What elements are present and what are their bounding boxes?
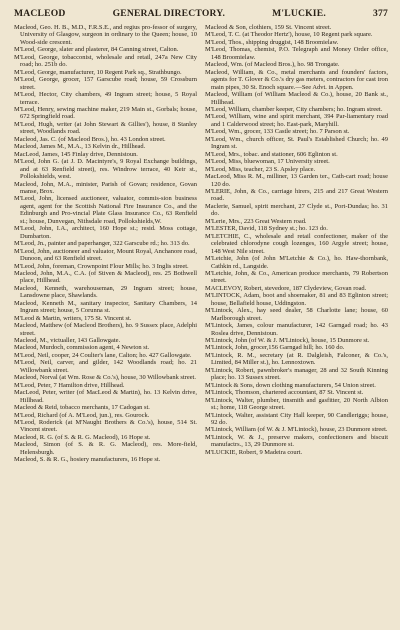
directory-entry: M'Leod, William, chamber keeper, City chambers; ho. Ingram street. <box>205 105 383 113</box>
directory-entry: Macleod, Kenneth M., sanitary inspector, Sanitary Chambers, 14 Ingram street; house, 5 Corunna st. <box>14 299 197 315</box>
directory-entry: M'Leod & Martin, writers, 175 St. Vincent st. <box>14 314 132 322</box>
directory-entry: Macleod, S. & R. G., hosiery manufacturers, 16 Hope st. <box>14 456 161 464</box>
directory-entry: M'Leod, Richard (of A. M'Leod, jun.), res. Gourock. <box>14 411 150 419</box>
directory-entry: M'Lintock, Robert, pawnbroker's manager, 28 and 32 South Kinning place; ho. 13 Sussex street. <box>205 366 388 382</box>
directory-entry: Macleod, Kenneth, warehouseman, 29 Ingram street; house, Lansdowne place, Shawlands. <box>14 284 197 300</box>
directory-entry: M'Leod, Thos., shipping druggist, 148 Broomielaw. <box>205 38 339 46</box>
directory-entry: M'Leod, Wm., church officer, St. Paul's Established Church; ho. 49 Ingram st. <box>205 135 388 151</box>
page-header <box>14 8 388 19</box>
directory-entry: M'Leod, Miss, teacher, 23 S. Apsley place. <box>205 165 316 173</box>
left-column <box>14 24 197 464</box>
directory-entry: Macleod, Wm. (of Macleod Bros.), ho. 98 Trongate. <box>205 61 340 69</box>
directory-entry: Macleod, M., victualler, 143 Gallowgate. <box>14 337 121 345</box>
directory-entry: Macleod, Jas. C. (of Macleod Bros.), ho. 43 London street. <box>14 135 166 143</box>
directory-entry: M'Leod, Peter, 7 Hamilton drive, Hillhead. <box>14 381 125 389</box>
directory-entry: M'Leod, John, auctioneer and valuator, Mount Royal, Anchanore road, Dunoon, and 63 Renfield street. <box>14 247 197 263</box>
directory-entry: Macleod, Simon (of S. & R. G. Macleod), res. More-field, Helensburgh. <box>14 441 197 456</box>
directory-entry: Macleod, James M., M.A., 13 Kelvin dr., Hillhead. <box>14 143 146 151</box>
directory-entry: Macleod, Geo. H. B., M.D., F.R.S.E., and regius pro-fessor of surgery, University of Glasgow, surgeon in ordinary to the Queen; house, 10 Wood-side crescent. <box>14 24 197 46</box>
right-column <box>205 24 388 464</box>
directory-entry: M'Leod, George, tobacconist, wholesale and retail, 247a New City road; ho. 251b do. <box>14 53 197 69</box>
directory-entry: Maclerie, Samuel, spirit merchant, 27 Clyde st., Port-Dundas; ho. 31 do. <box>205 202 388 218</box>
directory-entry: M'Leod, Neil, carver, and gilder, 142 Woodlands road; ho. 21 Willowbank street. <box>14 359 197 374</box>
directory-entry: Macleod, William (of William Macleod & Co.), house, 20 Bank st., Hillhead. <box>205 91 388 106</box>
directory-entry: M'Lintock, Walter, plumber, tinsmith and gasfitter, 20 North Albion st.; home, 118 George street. <box>205 396 388 412</box>
directory-entry: M'Lintock, John (of W. & J. M'Lintock), house, 15 Dunmore st. <box>205 337 370 345</box>
directory-entry: Macleod, Matthew (of Macleod Brothers), ho. 9 Sussex place, Adelphi street. <box>14 322 197 337</box>
directory-entry: M'Leod, John G. (at J. D. Macintyre's, 9 Royal Exchange buildings, and at 63 Renfield street), res. Windrow terrace, 40 Keir st., Pollokshields, west. <box>14 158 197 181</box>
directory-entry: M'Lintock, Thomson, chartered accountant, 87 St. Vincent st. <box>205 389 364 397</box>
directory-entry: M'Leod, John, foreman, Crownpoint Flour Mills; ho. 3 Inglis street. <box>14 262 189 270</box>
directory-entry: M'Lintock, R. M., secretary (at R. Dalgleish, Falconer, & Co.'s, Limited, 84 Miller st.), ho. Lennoxtown. <box>205 351 388 367</box>
directory-entry: M'Leod, George, grocer, 157 Garscube road; house, 59 Crossburn street. <box>14 76 197 91</box>
directory-entry: MACLEVOY, Robert, stevedore, 187 Clydeview, Govan road. <box>205 284 367 292</box>
directory-entry: M'Leod, Henry, sewing machine maker, 219 Main st., Gorbals; house, 672 Springfield road. <box>14 105 197 121</box>
directory-entry: M'Lintock, John, grocer,156 Garngad hill; ho. 160 do. <box>205 344 345 352</box>
directory-entry: M'Leod, John, I.A., architect, 160 Hope st.; resid. Moss cottage, Dumbarton. <box>14 225 197 240</box>
directory-entry: M'Lintock, William (of W. & J. M'Lintock), house, 23 Dunmore street. <box>205 426 388 434</box>
directory-entry: Macleod, R. G. (of S. & R. G. Macleod), 16 Hope st. <box>14 433 151 441</box>
directory-entry: M'Leod, Neil, cooper, 24 Coulter's lane, Calton; ho. 427 Gallowgate. <box>14 351 192 359</box>
directory-entry: M'Leod, T. C. (at Theodor Hertz'), house, 10 Regent park square. <box>205 31 373 39</box>
directory-entry: M'Letchie, John (of John M'Letchie & Co.), ho. Haw-thornbank, Cathkin rd., Langside. <box>205 255 388 270</box>
directory-entry: M'Lintock, Alex., hay seed dealer, 58 Charlotte lane; house, 60 Marlborough street. <box>205 307 388 322</box>
directory-entry: M'LINTOCK, Adam, boot and shoemaker, 81 and 83 Eglinton street; house, Bellafield house, Uddingston. <box>205 292 388 307</box>
columns <box>14 24 388 464</box>
header-title: GENERAL DIRECTORY. <box>112 8 226 19</box>
directory-entry: M'Lintock & Sons, down clothing manufacturers, 54 Union street. <box>205 381 376 389</box>
directory-entry: M'Leod, Mrs., tobac. and stationer, 606 Eglinton st. <box>205 150 338 158</box>
directory-entry: M'Lerie, Mrs., 223 Great Western road. <box>205 217 307 225</box>
directory-entry: Macleod & Reid, tobacco merchants, 17 Cadogan st. <box>14 404 150 412</box>
directory-entry: M'Lintock, W. & J., preserve makers, confectioners and biscuit manufactrs., 13, 29 Dunmore st. <box>205 433 388 449</box>
directory-entry: M'Leod, Hector, City chambers, 49 Ingram street; house, 5 Royal terrace. <box>14 91 197 106</box>
directory-entry: M'Letchie, John, & Co., American produce merchants, 79 Robertson street. <box>205 269 388 285</box>
directory-entry: Macleod, Murdoch, commission agent, 4 Newton st. <box>14 344 150 352</box>
directory-entry: M'LETCHIE, C., wholesale and retail confectioner, maker of the celebrated chlorodyne cough lozenges, 160 Argyle street; house, 148 West Nile street. <box>205 232 388 255</box>
directory-entry: M'Leod, George, slater and plasterer, 84 Canning street, Calton. <box>14 46 179 54</box>
directory-entry: M'LESTER, David, 118 Sydney st.; ho. 123 do. <box>205 225 328 233</box>
directory-entry: MacLeod, Peter, writer (of MacLeod & Martin), ho. 13 Kelvin drive, Hillhead. <box>14 389 197 404</box>
directory-entry: MacLeod, Miss R. M., milliner, 13 Garden ter., Cath-cart road; house 120 do. <box>205 173 388 188</box>
directory-entry: M'Leod, John, licensed auctioneer, valuator, commis-sion business agent, agent for the Scottish National Fire Insurance Co., and the Edinburgh and Pro-vincial Plate Glass Insurance Co., 63 Renfield st.; house, Dunvegan, Nithsdale road, Pollokshields,W. <box>14 195 197 225</box>
directory-entry: MacLeod, James, 145 Finlay drive, Dennistoun. <box>14 150 138 158</box>
directory-entry: M'Leod, Roderick (at M'Naught Brothers & Co.'s), house, 514 St. Vincent street. <box>14 419 197 434</box>
directory-entry: M'Lintock, James, colour manufacturer, 142 Garngad road; ho. 43 Roslea drive, Dennistoun. <box>205 322 388 337</box>
directory-entry: M'LERIE, John, & Co., carriage hirers, 215 and 217 Great Western road. <box>205 187 388 203</box>
directory-entry: M'Leod, William, wine and spirit merchant, 394 Par-liamentary road and 1 Calderwood street; ho. East-park, Maryhill. <box>205 113 388 128</box>
directory-entry: Macleod, William, & Co., metal merchants and founders' factors, agents for T. Glover & Co.'s dry gas meters, contractors for cast iron main pipes, 30 St. Enoch square.—See Advt. in Appen. <box>205 68 388 91</box>
directory-entry: Macleod, John, M.A., minister, Parish of Govan; residence, Govan manse, Brox. <box>14 180 197 195</box>
header-right-word: M'LUCKIE. <box>272 8 326 19</box>
header-left-word: MACLEOD <box>14 8 66 19</box>
directory-entry: M'Lintock, Walter, assistant City Hall keeper, 90 Candleriggs; house, 92 do. <box>205 411 388 427</box>
directory-entry: M'Leod, Wm., grocer, 133 Castle street; ho. 7 Parson st. <box>205 128 350 136</box>
directory-entry: M'Leod, Thomas, chemist, P.O. Telegraph and Money Order office, 148 Broomielaw. <box>205 46 388 61</box>
directory-entry: Macleod, Norval (at Wm. Rose & Co.'s), house, 30 Willowbank street. <box>14 374 196 382</box>
directory-entry: M'Leod, George, manufacturer, 10 Regent Park sq., Strathbungo. <box>14 68 182 76</box>
directory-entry: M'LUCKIE, Robert, 9 Madeira court. <box>205 448 303 456</box>
directory-entry: Macleod & Son, clothiers, 159 St. Vincent street. <box>205 24 332 31</box>
page-number: 377 <box>373 8 388 19</box>
directory-entry: M'Leod, Hugh, writer (at John Stewart & Gillies'), house, 8 Stanley street, Woodlands road. <box>14 120 197 136</box>
directory-entry: M'Leod, Jn., painter and paperhanger, 322 Garscube rd.; ho. 313 do. <box>14 240 190 248</box>
directory-entry: M'Leod, Miss, bluewoman, 17 University street. <box>205 158 330 166</box>
directory-entry: Macleod, John, M.A., C.A. (of Stiven & Macleod), res. 25 Bothwell place, Hillhead. <box>14 269 197 285</box>
